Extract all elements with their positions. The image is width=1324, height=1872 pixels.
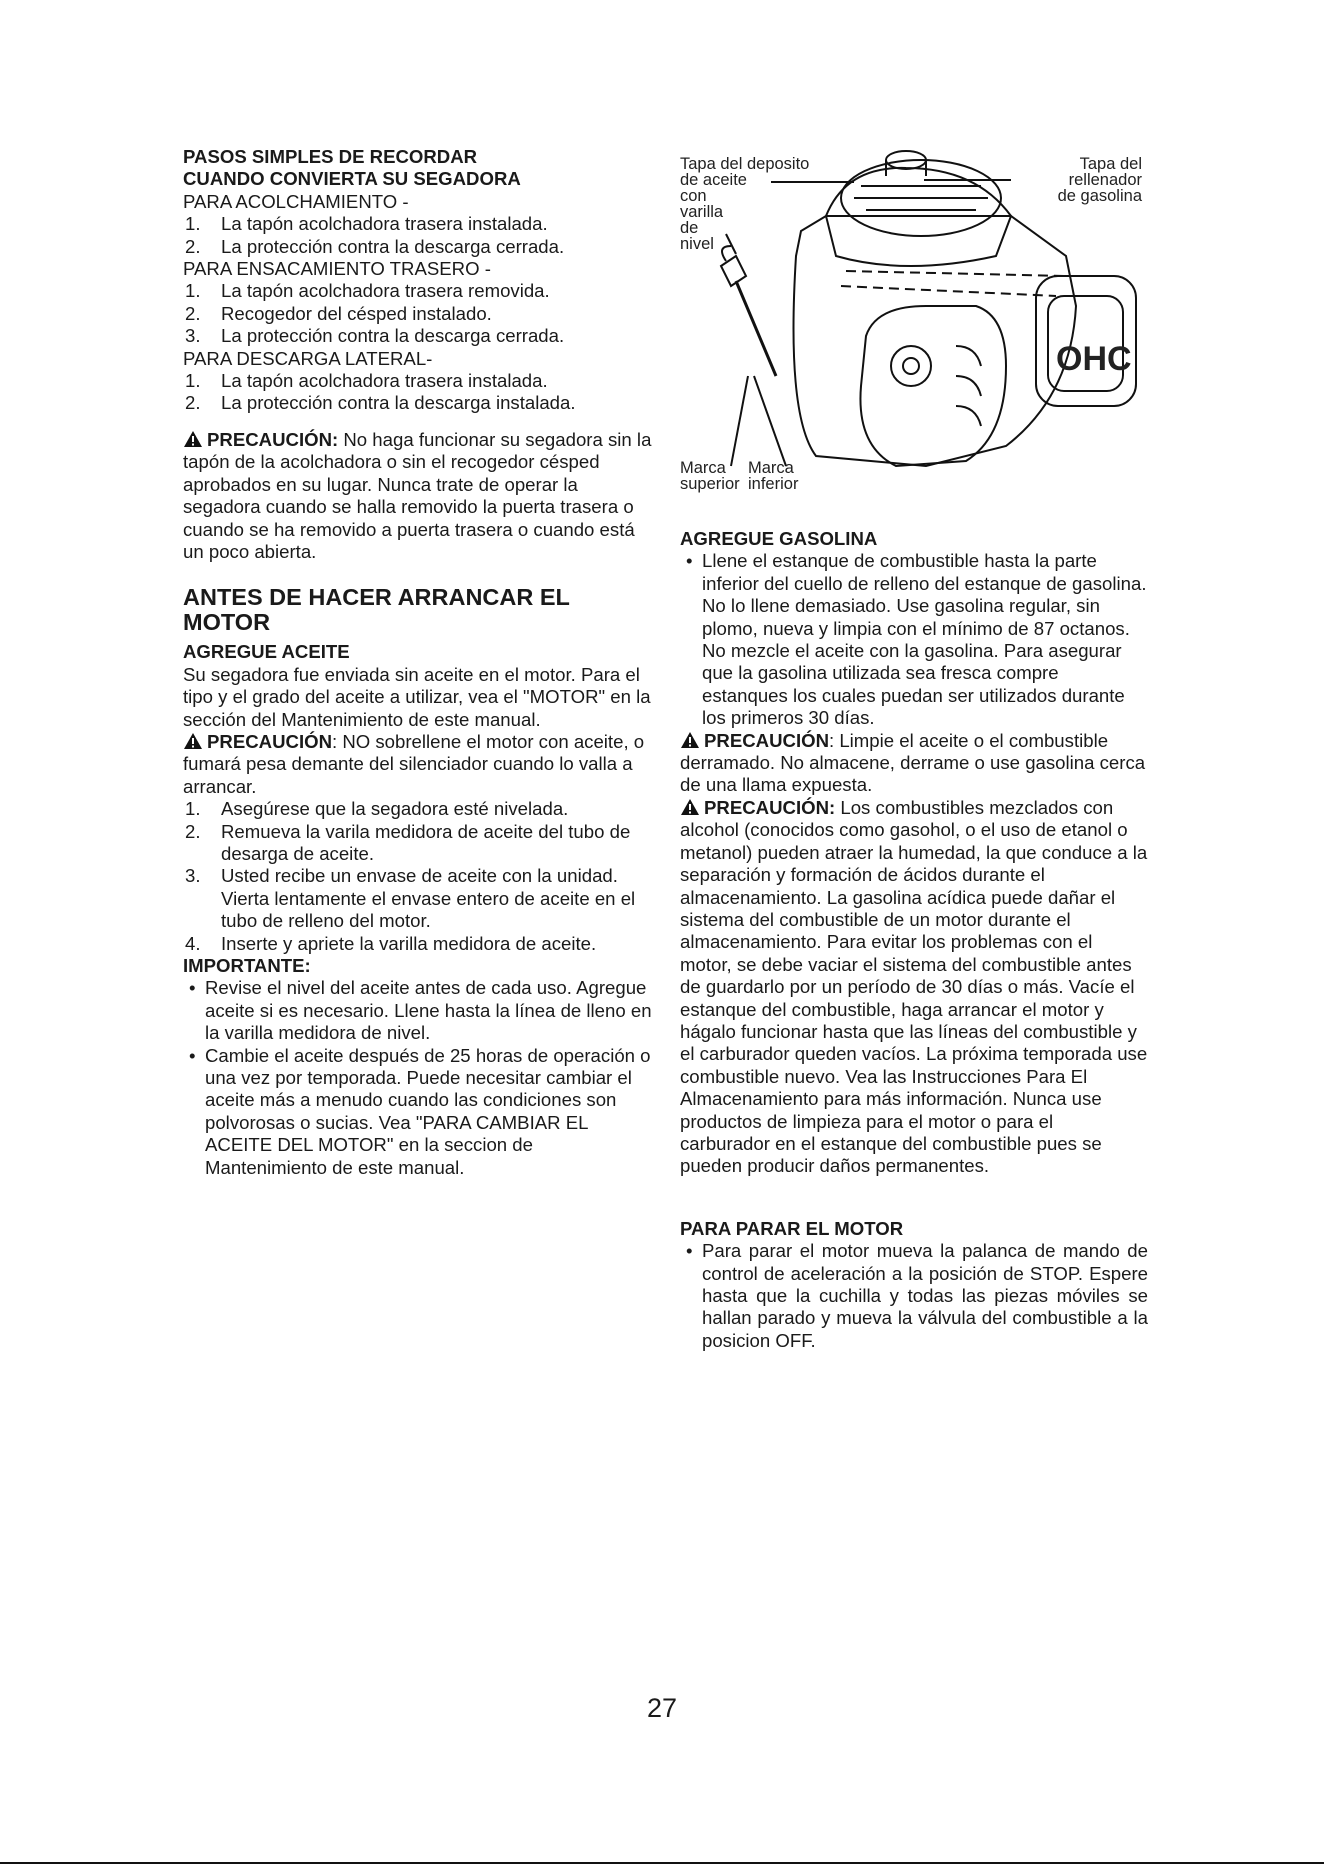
list-item: 4. Inserte y apriete la varilla medidora de aceite. bbox=[185, 932, 597, 954]
list-item: 1. La tapón acolchadora trasera removida. bbox=[185, 280, 550, 302]
list-item: 2. Remueva la varila medidora de aceite del tubo de desarga de aceite. bbox=[185, 820, 631, 864]
warning-icon bbox=[680, 731, 700, 749]
important-title: IMPORTANTE: bbox=[183, 955, 311, 976]
bottom-rule bbox=[0, 1862, 1324, 1864]
section-title: ANTES DE HACER ARRANCAR EL MOTOR bbox=[183, 584, 570, 636]
lower-mark-label: Marca inferior bbox=[748, 459, 799, 493]
side-list bbox=[183, 370, 653, 415]
stop-list bbox=[680, 1240, 1148, 1352]
list-item: 2. La protección contra la descarga instalada. bbox=[185, 392, 576, 414]
stop-title: PARA PARAR EL MOTOR bbox=[680, 1217, 904, 1239]
list-item: 3. Usted recibe un envase de aceite con la unidad. Vierta lentamente el envase entero de aceite en el tubo de relleno del motor. bbox=[185, 865, 636, 932]
bag-title: PARA ENSACAMIENTO TRASERO - bbox=[183, 258, 491, 280]
caution-1: PRECAUCIÓN: No haga funcionar su segadora sin la tapón de la acolchadora o sin el recogedor césped aprobados en su lugar. Nunca trate de operar la segadora cuando se halla removido la puerta trasera o cuando se ha removido a puerta trasera o cuando está un poco abierta. bbox=[183, 428, 652, 562]
list-item: • Cambie el aceite después de 25 horas de operación o una vez por temporada. Puede necesitar cambiar el aceite más a menudo cuando las condiciones son polvorosas o sucias. Vea "PARA CAMBIAR EL ACEITE DEL MOTOR" en la seccion de Mantenimiento de este manual. bbox=[189, 1044, 651, 1178]
heading-line-1: PASOS SIMPLES DE RECORDAR bbox=[183, 146, 478, 167]
heading-line-2: CUANDO CONVIERTA SU SEGADORA bbox=[183, 168, 521, 190]
list-item: 2. Recogedor del césped instalado. bbox=[185, 302, 492, 324]
mulch-title: PARA ACOLCHAMIENTO - bbox=[183, 190, 409, 212]
list-item: 1. La tapón acolchadora trasera instalada. bbox=[185, 370, 548, 392]
list-item: 1. Asegúrese que la segadora esté nivelada. bbox=[185, 798, 569, 820]
caution-4: PRECAUCIÓN: Los combustibles mezclados con alcohol (conocidos como gasohol, o el uso de etanol o metanol) pueden atraer la humedad, la que conduce a la separación y formación de ácidos durante el almacenamiento. La gasolina acídica puede dañar el sistema del combustible de un motor durante el almacenamiento. Para evitar los problemas con el motor, se debe vaciar el sistema del combustible antes de guardarlo por un período de 30 días o más. Vacíe el estanque del combustible, haga arrancar el motor y hágalo funcionar hasta que las líneas del combustible y el carburador queden vacíos. La próxima temporada use combustible nuevo. Vea las Instrucciones Para El Almacenamiento para más información. Nunca use productos de limpieza para el motor o para el carburador en el estanque del combustible pues se pueden producir daños permanentes. bbox=[680, 796, 1148, 1177]
upper-mark-label: Marca superior bbox=[680, 459, 740, 493]
bag-list bbox=[183, 280, 653, 347]
side-title: PARA DESCARGA LATERAL- bbox=[183, 347, 433, 369]
warning-icon bbox=[680, 798, 700, 816]
page-number: 27 bbox=[646, 1693, 678, 1723]
oil-steps bbox=[183, 798, 653, 955]
caution-3: PRECAUCIÓN: Limpie el aceite o el combustible derramado. No almacene, derrame o use gasolina cerca de una llama expuesta. bbox=[680, 729, 1146, 796]
list-item: • Revise el nivel del aceite antes de cada uso. Agregue aceite si es necesario. Llene hasta la línea de lleno en la varilla medidora de nivel. bbox=[189, 977, 652, 1044]
list-item: 3. La protección contra la descarga cerrada. bbox=[185, 325, 565, 347]
caution-2: PRECAUCIÓN: NO sobrellene el motor con aceite, o fumará pesa demante del silenciador cuando lo valla a arrancar. bbox=[183, 730, 645, 797]
oil-title: AGREGUE ACEITE bbox=[183, 641, 350, 663]
gas-title: AGREGUE GASOLINA bbox=[680, 528, 878, 549]
left-column bbox=[183, 146, 653, 1179]
engine-badge-text: OHC bbox=[1056, 340, 1132, 378]
mulch-list bbox=[183, 213, 653, 258]
fuel-cap-label: Tapa del rellenador de gasolina bbox=[1057, 155, 1142, 205]
list-item: 1. La tapón acolchadora trasera instalada. bbox=[185, 213, 548, 235]
right-column bbox=[680, 528, 1148, 1352]
list-item: 2. La protección contra la descarga cerrada. bbox=[185, 235, 565, 257]
important-list bbox=[183, 977, 653, 1179]
engine-figure bbox=[676, 146, 1146, 526]
warning-icon bbox=[183, 732, 203, 750]
gas-list bbox=[680, 550, 1148, 729]
oil-text: Su segadora fue enviada sin aceite en el motor. Para el tipo y el grado del aceite a utilizar, vea el "MOTOR" en la sección del Mantenimiento de este manual. bbox=[183, 663, 651, 730]
warning-icon bbox=[183, 430, 203, 448]
list-item: • Llene el estanque de combustible hasta la parte inferior del cuello de relleno del estanque de gasolina. No lo llene demasiado. Use gasolina regular, sin plomo, nueva y limpia con el mínimo de 87 octanos. No mezcle el aceite con la gasolina. Para asegurar que la gasolina utilizada sea fresca compre estanques los cuales puedan ser utilizados durante los primeros 30 días. bbox=[686, 550, 1147, 729]
dipstick-cap-label: Tapa del deposito de aceite con varilla de nivel bbox=[680, 155, 810, 253]
list-item: • Para parar el motor mueva la palanca de mando de control de aceleración a la posición de STOP. Espere hasta que la cuchilla y todas las piezas móviles se hallan parado y mueva la válvula del combustible a la posicion OFF. bbox=[686, 1240, 1148, 1351]
